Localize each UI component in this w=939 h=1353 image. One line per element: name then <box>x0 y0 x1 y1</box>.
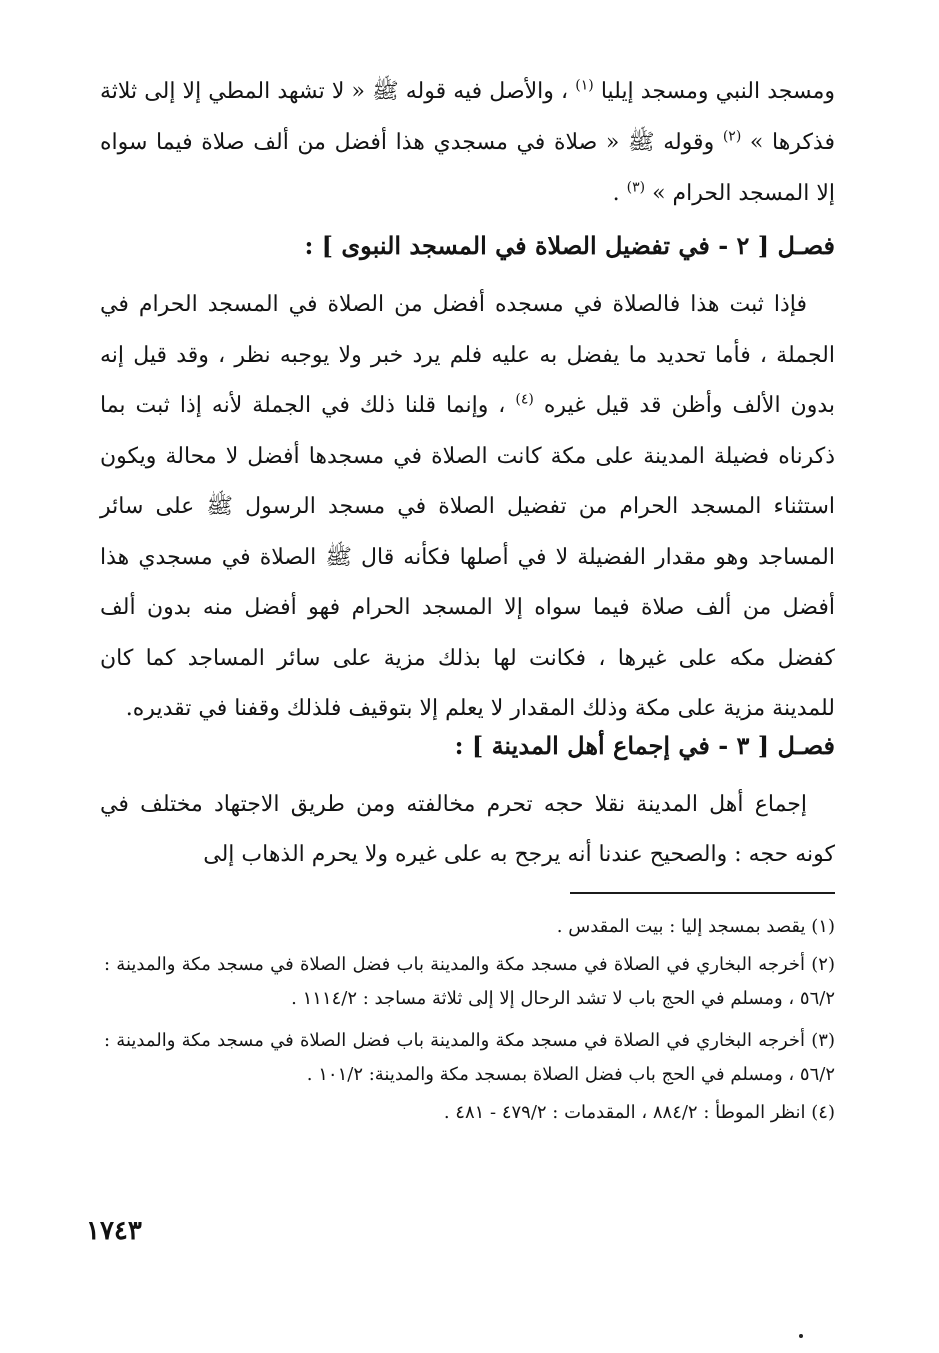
section-2-paragraph <box>100 280 835 735</box>
footnote-ref-1[interactable]: (١) <box>575 77 594 94</box>
intro-text-part1: ومسجد النبي ومسجد إيليا <box>600 79 835 104</box>
footnote-1: (١) يقصد بمسجد إليا : بيت المقدس . <box>556 916 835 937</box>
intro-paragraph <box>100 66 835 219</box>
section-2-text-part2: ، وإنما قلنا ذلك في الجملة لأنه إذا ثبت بما ذكرناه فضيلة المدينة على مكة كانت الصلاة في مسجدها أفضل لا محالة ويكون استثناء المسجد الحرام من تفضيل الصلاة في مسجد الرسول ﷺ على سائر المساجد وهو مقدار الفضيلة لا في أصلها فكأنه قال ﷺ الصلاة في مسجدي هذا أفضل من ألف صلاة فيما سواه إلا المسجد الحرام فهو أفضل منه بدون ألف كفضل مكه على غيرها ، فكانت لها بذلك مزية على سائر المساجد كما كان للمدينة مزية على مكة وذلك المقدار لا يعلم إلا بتوقيف فلذلك وقفنا في تقديره. <box>100 393 835 721</box>
section-heading-2: فصـل [ ٢ - في تفضيل الصلاة في المسجد النبوى ] : <box>304 231 835 260</box>
intro-text-part3: وقوله ﷺ « صلاة في مسجدي هذا أفضل من ألف صلاة فيما سواه إلا المسجد الحرام » <box>100 130 835 206</box>
footnote-2: (٢) أخرجه البخاري في الصلاة في مسجد مكة والمدينة باب فضل الصلاة في مسجد مكة والمدينة : ٥٦/٢ ، ومسلم في الحج باب لا تشد الرحال إلا إلى ثلاثة مساجد : ١١١٤/٢ . <box>104 954 835 1009</box>
intro-text-part2: ، والأصل فيه قوله ﷺ « لا تشهد المطي إلا إلى ثلاثة فذكرها » <box>100 79 835 155</box>
page-number: ١٧٤٣ <box>86 1216 142 1246</box>
footnote-ref-3[interactable]: (٣) <box>626 179 646 196</box>
footnotes-block <box>104 910 835 1138</box>
section-3-paragraph: إجماع أهل المدينة نقلا حجه تحرم مخالفته ومن طريق الاجتهاد مختلف في كونه حجه : والصحيح عندنا أنه يرجح به على غيره ولا يحرم الذهاب إلى <box>100 792 835 867</box>
section-2-text-part1: فإذا ثبت هذا فالصلاة في مسجده أفضل من الصلاة في المسجد الحرام في الجملة ، فأما تحديد ما يفضل به عليه فلم يرد خبر ولا يوجبه نظر ، وقد قيل إنه بدون الألف وأظن قد قيل غيره <box>100 292 835 418</box>
footnote-divider <box>570 892 835 894</box>
footnote-ref-4[interactable]: (٤) <box>515 391 534 408</box>
footnote-3: (٣) أخرجه البخاري في الصلاة في مسجد مكة والمدينة باب فضل الصلاة في مسجد مكة والمدينة : ٥٦/٢ ، ومسلم في الحج باب فضل الصلاة بمسجد مكة والمدينة: ١٠١/٢ . <box>104 1030 835 1085</box>
footnote-ref-2[interactable]: (٢) <box>722 128 742 145</box>
section-heading-3: فصـل [ ٣ - في إجماع أهل المدينة ] : <box>454 731 835 760</box>
intro-text-part4: . <box>612 181 620 206</box>
footnote-4: (٤) انظر الموطأ : ٨٨٤/٢ ، المقدمات : ٤٧٩/٢ - ٤٨١ . <box>443 1102 835 1123</box>
scan-dot-mark <box>799 1334 803 1338</box>
